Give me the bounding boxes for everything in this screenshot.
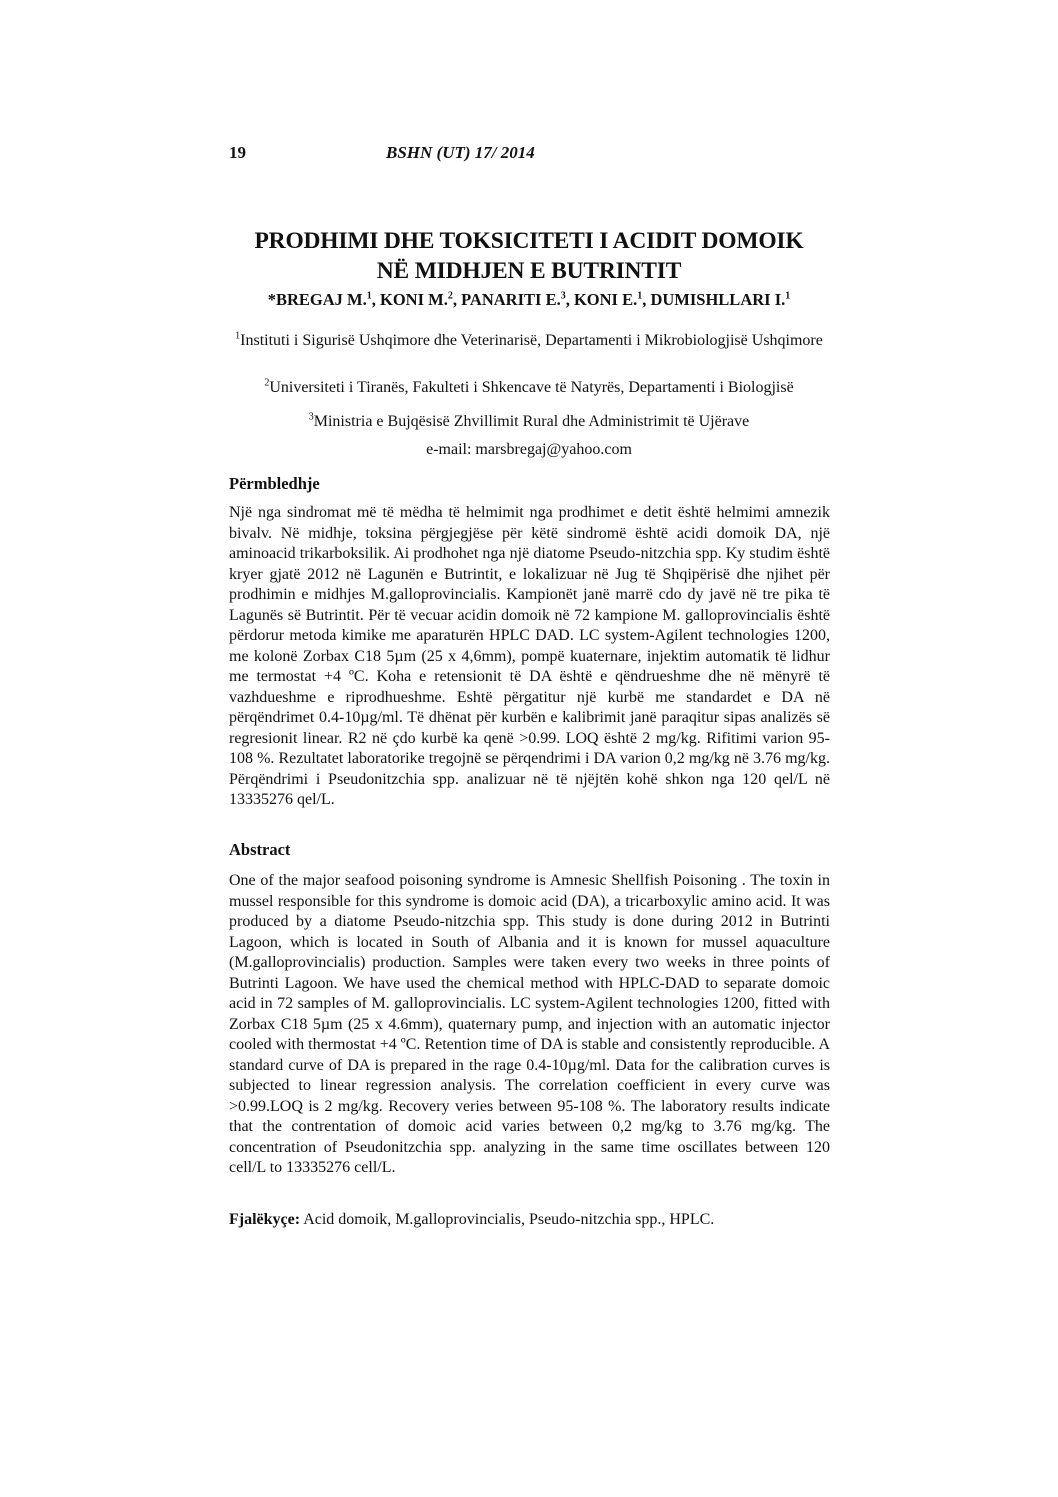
author-separator: , xyxy=(642,290,651,309)
author-name: PANARITI E. xyxy=(461,290,561,309)
author-separator: , xyxy=(371,290,380,309)
author-separator: , xyxy=(452,290,462,309)
affiliation-2 xyxy=(229,377,829,398)
affiliation-text: Universiteti i Tiranës, Fakulteti i Shkencave të Natyrës, Departamenti i Biologjisë xyxy=(269,379,794,396)
page-number: 19 xyxy=(229,143,246,162)
affiliation-mark: 1 xyxy=(235,330,241,342)
title-line-1: PRODHIMI DHE TOKSICITETI I ACIDIT DOMOIK xyxy=(254,228,804,254)
affiliation-text: Ministria e Bujqësisë Zhvillimit Rural dhe Administrimit të Ujërave xyxy=(313,413,750,430)
author-affiliation-mark: 2 xyxy=(447,290,453,302)
permbledhje-paragraph: Një nga sindromat më të mëdha të helmimit nga prodhimet e detit është helmimi amnezik bivalv. Në midhje, toksina përgjegjëse për këtë sindromë është acidi domoik DA, një aminoacid trikarboksilik. Ai prodhohet nga një diatome Pseudo-nitzchia spp. Ky studim është kryer gjatë 2012 në Lagunën e Butrintit, e lokalizuar në Jug të Shqipërisë dhe njihet për prodhimin e midhjes M.galloprovincialis. Kampionët janë marrë cdo dy javë në tre pika të Lagunës së Butrintit. Për të vecuar acidin domoik në 72 kampione M. galloprovincialis është përdorur metoda kimike me aparaturën HPLC DAD. LC system-Agilent technologies 1200, me kolonë Zorbax C18 5µm (25 x 4,6mm), pompë kuaternare, injektim automatik të lidhur me termostat +4 ºC. Koha e retensionit të DA është e qëndrueshme dhe në mënyrë të vazhdueshme e riprodhueshme. Eshtë përgatitur një kurbë me standardet e DA në përqëndrimet 0.4-10µg/ml. Të dhënat për kurbën e kalibrimit janë paraqitur sipas analizës së regresionit linear. R2 në çdo kurbë ka qenë >0.99. LOQ është 2 mg/kg. Rifitimi varion 95-108 %. Rezultatet laboratorike tregojnë se përqendrimi i DA varion 0,2 mg/kg në 3.76 mg/kg. Përqëndrimi i Pseudonitzchia spp. analizuar në të njëjtën kohë shkon nga 120 qel/L në 13335276 qel/L. xyxy=(229,504,830,808)
affiliation-3 xyxy=(229,411,829,432)
permbledhje-heading: Përmbledhje xyxy=(229,474,320,493)
keywords-label: Fjalëkyçe: xyxy=(229,1211,301,1228)
affiliation-1 xyxy=(229,330,829,351)
journal-reference: BSHN (UT) 17/ 2014 xyxy=(386,143,535,162)
author-list xyxy=(229,290,829,310)
author-name: KONI M. xyxy=(379,290,448,309)
affiliation-mark: 3 xyxy=(308,411,314,423)
keywords-text: Acid domoik, M.galloprovincialis, Pseudo-nitzchia spp., HPLC. xyxy=(303,1211,715,1228)
affiliation-mark: 2 xyxy=(264,377,270,389)
page-header xyxy=(229,143,829,167)
abstract-paragraph: One of the major seafood poisoning syndrome is Amnesic Shellfish Poisoning . The toxin in mussel responsible for this syndrome is domoic acid (DA), a tricarboxylic amino acid. It was produced by a diatome Pseudo-nitzchia spp. This study is done during 2012 in Butrinti Lagoon, which is located in South of Albania and it is known for mussel aquaculture (M.galloprovincialis) production. Samples were taken every two weeks in three points of Butrinti Lagoon. We have used the chemical method with HPLC-DAD to separate domoic acid in 72 samples of M. galloprovincialis. LC system-Agilent technologies 1200, fitted with Zorbax C18 5µm (25 x 4.6mm), quaternary pump, and injection with an automatic injector cooled with thermostat +4 ºC. Retention time of DA is stable and consistently reproducible. A standard curve of DA is prepared in the rage 0.4-10µg/ml. Data for the calibration curves is subjected to linear regression analysis. The correlation coefficient in every curve was >0.99.LOQ is 2 mg/kg. Recovery veries between 95-108 %. The laboratory results indicate that the contrentation of domoic acid varies between 0,2 mg/kg to 3.76 mg/kg. The concentration of Pseudonitzchia spp. analyzing in the same time oscillates between 120 cell/L to 13335276 cell/L. xyxy=(229,872,830,1176)
author-affiliation-mark: 3 xyxy=(560,290,566,302)
abstract-heading: Abstract xyxy=(229,840,291,859)
affiliation-text: Instituti i Sigurisë Ushqimore dhe Veterinarisë, Departamenti i Mikrobiologjisë Ushqimore xyxy=(240,332,823,349)
author-affiliation-mark: 1 xyxy=(637,290,643,302)
author-name: DUMISHLLARI I. xyxy=(650,290,786,309)
author-affiliation-mark: 1 xyxy=(366,290,372,302)
author-separator: , xyxy=(565,290,574,309)
contact-email: e-mail: marsbregaj@yahoo.com xyxy=(426,441,632,458)
author-name: KONI E. xyxy=(573,290,638,309)
author-name: *BREGAJ M. xyxy=(267,290,367,309)
keywords xyxy=(229,1211,830,1229)
author-affiliation-mark: 1 xyxy=(785,290,791,302)
paper-title xyxy=(229,226,829,286)
title-line-2: NË MIDHJEN E BUTRINTIT xyxy=(376,258,682,284)
